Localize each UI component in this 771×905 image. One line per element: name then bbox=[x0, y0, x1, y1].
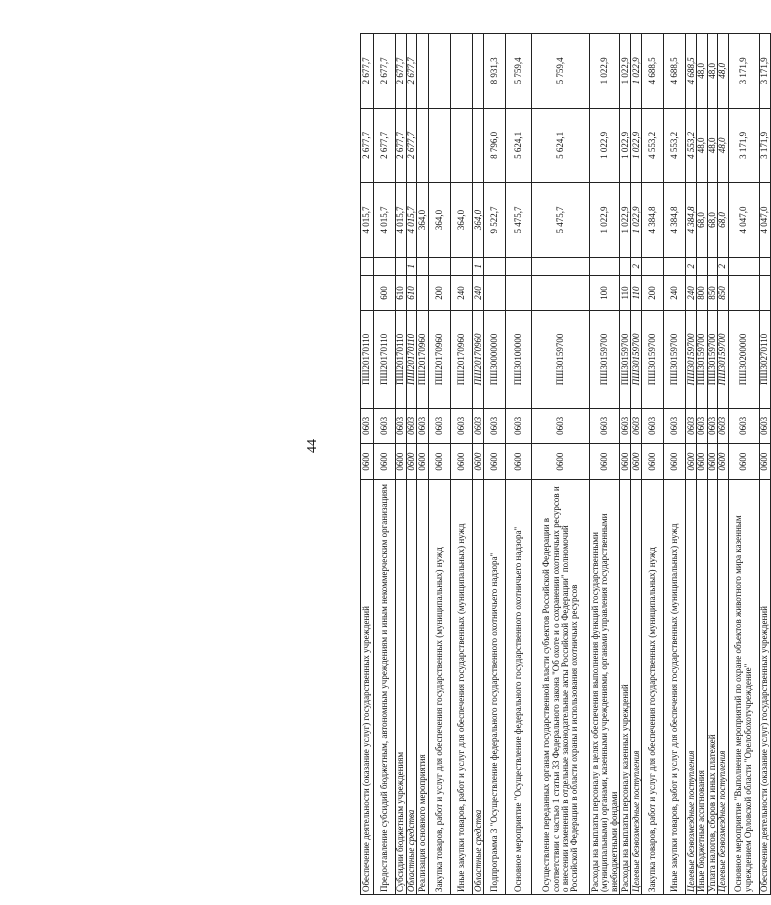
code-target: ПШ30159700 bbox=[664, 311, 686, 408]
table-row bbox=[361, 34, 374, 895]
code-expense-type: 800 bbox=[697, 275, 707, 311]
value-year-1: 4 015,7 bbox=[407, 183, 417, 258]
code-subsection: 0603 bbox=[718, 408, 728, 444]
table-row bbox=[417, 34, 429, 895]
code-subsection: 0603 bbox=[759, 408, 770, 444]
code-target: ПШ30200000 bbox=[728, 311, 759, 408]
code-funding-mark bbox=[728, 257, 759, 275]
value-year-1: 1 022,9 bbox=[620, 183, 631, 258]
value-year-3: 2 677,7 bbox=[374, 34, 396, 109]
value-year-3: 48,0 bbox=[718, 34, 728, 109]
code-target: ПШ30000000 bbox=[484, 311, 506, 408]
value-year-3: 5 759,4 bbox=[532, 34, 590, 109]
code-target: ПШ20170110 bbox=[407, 311, 417, 408]
code-expense-type: 110 bbox=[620, 275, 631, 311]
code-funding-mark bbox=[506, 257, 532, 275]
code-target: ПШ30159700 bbox=[707, 311, 717, 408]
code-expense-type bbox=[532, 275, 590, 311]
value-year-1: 364,0 bbox=[417, 183, 429, 258]
value-year-2: 8 796,0 bbox=[484, 108, 506, 183]
code-subsection: 0603 bbox=[697, 408, 707, 444]
code-section: 0600 bbox=[417, 444, 429, 480]
code-funding-mark bbox=[484, 257, 506, 275]
code-expense-type bbox=[484, 275, 506, 311]
value-year-3: 4 688,5 bbox=[664, 34, 686, 109]
table-row bbox=[429, 34, 451, 895]
code-section: 0600 bbox=[631, 444, 642, 480]
code-subsection: 0603 bbox=[642, 408, 664, 444]
value-year-3: 2 677,7 bbox=[361, 34, 374, 109]
value-year-3 bbox=[451, 34, 473, 109]
code-expense-type bbox=[759, 275, 770, 311]
value-year-1: 68,0 bbox=[718, 183, 728, 258]
code-funding-mark bbox=[620, 257, 631, 275]
code-funding-mark bbox=[417, 257, 429, 275]
code-funding-mark: 1 bbox=[407, 257, 417, 275]
code-target: ПШ30159700 bbox=[620, 311, 631, 408]
value-year-2: 48,0 bbox=[707, 108, 717, 183]
value-year-1: 4 015,7 bbox=[361, 183, 374, 258]
value-year-3: 4 688,5 bbox=[686, 34, 697, 109]
value-year-1: 4 015,7 bbox=[374, 183, 396, 258]
value-year-1: 4 384,8 bbox=[664, 183, 686, 258]
value-year-3: 48,0 bbox=[697, 34, 707, 109]
value-year-3: 2 677,7 bbox=[407, 34, 417, 109]
table-row bbox=[374, 34, 396, 895]
code-subsection: 0603 bbox=[429, 408, 451, 444]
table-row bbox=[707, 34, 717, 895]
code-subsection: 0603 bbox=[707, 408, 717, 444]
code-funding-mark bbox=[697, 257, 707, 275]
value-year-2 bbox=[451, 108, 473, 183]
code-target: ПШ20170960 bbox=[417, 311, 429, 408]
code-expense-type: 200 bbox=[642, 275, 664, 311]
value-year-1: 364,0 bbox=[451, 183, 473, 258]
value-year-2: 4 553,2 bbox=[686, 108, 697, 183]
value-year-2: 1 022,9 bbox=[590, 108, 620, 183]
value-year-3: 1 022,9 bbox=[620, 34, 631, 109]
code-section: 0600 bbox=[718, 444, 728, 480]
code-section: 0600 bbox=[728, 444, 759, 480]
rotated-table-container bbox=[360, 33, 770, 895]
code-funding-mark bbox=[707, 257, 717, 275]
value-year-3: 3 171,9 bbox=[759, 34, 770, 109]
code-target: ПШ20170110 bbox=[396, 311, 407, 408]
table-row bbox=[718, 34, 728, 895]
row-name: Иные закупки товаров, работ и услуг для обеспечения государственных (муниципальных) нужд bbox=[664, 479, 686, 894]
code-section: 0600 bbox=[451, 444, 473, 480]
value-year-3 bbox=[417, 34, 429, 109]
value-year-2: 2 677,7 bbox=[407, 108, 417, 183]
code-section: 0600 bbox=[484, 444, 506, 480]
table-row bbox=[728, 34, 759, 895]
code-funding-mark: 2 bbox=[631, 257, 642, 275]
code-target: ПШ20170960 bbox=[429, 311, 451, 408]
code-subsection: 0603 bbox=[473, 408, 484, 444]
value-year-3: 3 171,9 bbox=[728, 34, 759, 109]
table-row bbox=[620, 34, 631, 895]
value-year-2: 48,0 bbox=[697, 108, 707, 183]
code-section: 0600 bbox=[396, 444, 407, 480]
code-expense-type bbox=[506, 275, 532, 311]
code-subsection: 0603 bbox=[407, 408, 417, 444]
value-year-1: 364,0 bbox=[429, 183, 451, 258]
code-section: 0600 bbox=[620, 444, 631, 480]
code-funding-mark bbox=[664, 257, 686, 275]
code-expense-type: 100 bbox=[590, 275, 620, 311]
row-name: Иные бюджетные ассигнования bbox=[697, 479, 707, 894]
code-subsection: 0603 bbox=[484, 408, 506, 444]
code-funding-mark: 2 bbox=[718, 257, 728, 275]
value-year-2: 2 677,7 bbox=[396, 108, 407, 183]
code-subsection: 0603 bbox=[417, 408, 429, 444]
table-row bbox=[407, 34, 417, 895]
value-year-2: 2 677,7 bbox=[374, 108, 396, 183]
value-year-1: 1 022,9 bbox=[631, 183, 642, 258]
code-funding-mark bbox=[590, 257, 620, 275]
code-expense-type: 240 bbox=[686, 275, 697, 311]
code-target: ПШ30159700 bbox=[590, 311, 620, 408]
code-expense-type: 610 bbox=[396, 275, 407, 311]
table-row bbox=[451, 34, 473, 895]
value-year-3: 1 022,9 bbox=[590, 34, 620, 109]
table-row bbox=[631, 34, 642, 895]
table-row bbox=[396, 34, 407, 895]
code-target: ПШ30159700 bbox=[532, 311, 590, 408]
code-expense-type: 850 bbox=[718, 275, 728, 311]
table-row bbox=[506, 34, 532, 895]
row-name: Целевые безвозмездные поступления bbox=[631, 479, 642, 894]
value-year-1: 4 015,7 bbox=[396, 183, 407, 258]
row-name: Обеспечение деятельности (оказание услуг) государственных учреждений bbox=[361, 479, 374, 894]
code-funding-mark bbox=[532, 257, 590, 275]
code-subsection: 0603 bbox=[396, 408, 407, 444]
value-year-1: 9 522,7 bbox=[484, 183, 506, 258]
code-section: 0600 bbox=[686, 444, 697, 480]
code-expense-type bbox=[417, 275, 429, 311]
value-year-2: 3 171,9 bbox=[728, 108, 759, 183]
code-target: ПШ30270110 bbox=[759, 311, 770, 408]
row-name: Расходы на выплаты персоналу в целях обеспечения выполнения функций государственными (муниципальными) органами, казенными учреждениями, органами управления государственными внебюджетными фондами bbox=[590, 479, 620, 894]
value-year-1: 5 475,7 bbox=[506, 183, 532, 258]
value-year-3: 48,0 bbox=[707, 34, 717, 109]
table-row bbox=[686, 34, 697, 895]
code-funding-mark bbox=[361, 257, 374, 275]
table-row bbox=[532, 34, 590, 895]
row-name: Субсидии бюджетным учреждениям bbox=[396, 479, 407, 894]
code-expense-type: 240 bbox=[451, 275, 473, 311]
code-subsection: 0603 bbox=[451, 408, 473, 444]
code-subsection: 0603 bbox=[631, 408, 642, 444]
code-section: 0600 bbox=[506, 444, 532, 480]
code-expense-type: 110 bbox=[631, 275, 642, 311]
code-target: ПШ30159700 bbox=[718, 311, 728, 408]
code-section: 0600 bbox=[532, 444, 590, 480]
code-target: ПШ20170960 bbox=[451, 311, 473, 408]
value-year-3: 4 688,5 bbox=[642, 34, 664, 109]
code-expense-type: 240 bbox=[473, 275, 484, 311]
code-subsection: 0603 bbox=[532, 408, 590, 444]
code-expense-type: 240 bbox=[664, 275, 686, 311]
value-year-2: 5 624,1 bbox=[532, 108, 590, 183]
value-year-2: 4 553,2 bbox=[642, 108, 664, 183]
code-expense-type bbox=[728, 275, 759, 311]
row-name: Предоставление субсидий бюджетным, автономным учреждениям и иным некоммерческим организациям bbox=[374, 479, 396, 894]
value-year-3 bbox=[473, 34, 484, 109]
value-year-1: 1 022,9 bbox=[590, 183, 620, 258]
row-name: Целевые безвозмездные поступления bbox=[718, 479, 728, 894]
table-row bbox=[484, 34, 506, 895]
value-year-1: 364,0 bbox=[473, 183, 484, 258]
code-expense-type: 600 bbox=[374, 275, 396, 311]
value-year-3: 2 677,7 bbox=[396, 34, 407, 109]
code-section: 0600 bbox=[407, 444, 417, 480]
value-year-3: 5 759,4 bbox=[506, 34, 532, 109]
code-funding-mark bbox=[759, 257, 770, 275]
code-subsection: 0603 bbox=[590, 408, 620, 444]
code-section: 0600 bbox=[759, 444, 770, 480]
value-year-1: 4 384,8 bbox=[642, 183, 664, 258]
code-subsection: 0603 bbox=[664, 408, 686, 444]
row-name: Расходы на выплаты персоналу казенных учреждений bbox=[620, 479, 631, 894]
value-year-2: 5 624,1 bbox=[506, 108, 532, 183]
value-year-1: 68,0 bbox=[707, 183, 717, 258]
table-row bbox=[590, 34, 620, 895]
row-name: Основное мероприятие "Выполнение мероприятий по охране объектов животного мира казенным учреждением Орловской области "Орелобохотучреждение" bbox=[728, 479, 759, 894]
code-section: 0600 bbox=[473, 444, 484, 480]
code-target: ПШ30159700 bbox=[631, 311, 642, 408]
code-section: 0600 bbox=[361, 444, 374, 480]
value-year-1: 4 384,8 bbox=[686, 183, 697, 258]
value-year-3: 1 022,9 bbox=[631, 34, 642, 109]
row-name: Целевые безвозмездные поступления bbox=[686, 479, 697, 894]
code-subsection: 0603 bbox=[728, 408, 759, 444]
table-row bbox=[697, 34, 707, 895]
value-year-2 bbox=[417, 108, 429, 183]
row-name: Подпрограмма 3 "Осуществление федерального государственного охотничьего надзора" bbox=[484, 479, 506, 894]
code-target: ПШ20170960 bbox=[473, 311, 484, 408]
value-year-2 bbox=[429, 108, 451, 183]
code-section: 0600 bbox=[590, 444, 620, 480]
row-name: Областные средства bbox=[407, 479, 417, 894]
value-year-1: 4 047,0 bbox=[728, 183, 759, 258]
row-name: Закупка товаров, работ и услуг для обеспечения государственных (муниципальных) нужд bbox=[642, 479, 664, 894]
row-name: Областные средства bbox=[473, 479, 484, 894]
code-target: ПШ20170110 bbox=[374, 311, 396, 408]
value-year-2: 1 022,9 bbox=[631, 108, 642, 183]
code-expense-type bbox=[361, 275, 374, 311]
code-section: 0600 bbox=[707, 444, 717, 480]
code-section: 0600 bbox=[697, 444, 707, 480]
code-target: ПШ20170110 bbox=[361, 311, 374, 408]
code-funding-mark bbox=[451, 257, 473, 275]
row-name: Реализация основного мероприятия bbox=[417, 479, 429, 894]
code-funding-mark bbox=[642, 257, 664, 275]
budget-table bbox=[360, 33, 771, 895]
page-number: 44 bbox=[305, 439, 320, 453]
value-year-2: 3 171,9 bbox=[759, 108, 770, 183]
code-target: ПШ30159700 bbox=[686, 311, 697, 408]
value-year-3 bbox=[429, 34, 451, 109]
code-section: 0600 bbox=[429, 444, 451, 480]
table-row bbox=[473, 34, 484, 895]
value-year-2: 2 677,7 bbox=[361, 108, 374, 183]
row-name: Основное мероприятие "Осуществление федерального государственного охотничьего надзора" bbox=[506, 479, 532, 894]
code-expense-type: 610 bbox=[407, 275, 417, 311]
row-name: Закупка товаров, работ и услуг для обеспечения государственных (муниципальных) нужд bbox=[429, 479, 451, 894]
code-target: ПШ30159700 bbox=[697, 311, 707, 408]
code-funding-mark bbox=[374, 257, 396, 275]
code-subsection: 0603 bbox=[374, 408, 396, 444]
table-row bbox=[642, 34, 664, 895]
code-subsection: 0603 bbox=[506, 408, 532, 444]
code-funding-mark: 2 bbox=[686, 257, 697, 275]
value-year-1: 68,0 bbox=[697, 183, 707, 258]
row-name: Уплата налогов, сборов и иных платежей bbox=[707, 479, 717, 894]
value-year-2: 48,0 bbox=[718, 108, 728, 183]
code-target: ПШ30159700 bbox=[642, 311, 664, 408]
code-target: ПШ30100000 bbox=[506, 311, 532, 408]
table-row bbox=[759, 34, 770, 895]
row-name: Иные закупки товаров, работ и услуг для обеспечения государственных (муниципальных) нужд bbox=[451, 479, 473, 894]
code-subsection: 0603 bbox=[620, 408, 631, 444]
value-year-1: 4 047,0 bbox=[759, 183, 770, 258]
code-subsection: 0603 bbox=[686, 408, 697, 444]
value-year-2: 1 022,9 bbox=[620, 108, 631, 183]
code-funding-mark: 1 bbox=[473, 257, 484, 275]
code-section: 0600 bbox=[664, 444, 686, 480]
code-section: 0600 bbox=[374, 444, 396, 480]
code-subsection: 0603 bbox=[361, 408, 374, 444]
value-year-1: 5 475,7 bbox=[532, 183, 590, 258]
code-funding-mark bbox=[396, 257, 407, 275]
code-funding-mark bbox=[429, 257, 451, 275]
row-name: Обеспечение деятельности (оказание услуг) государственных учреждений bbox=[759, 479, 770, 894]
code-section: 0600 bbox=[642, 444, 664, 480]
row-name: Осуществление переданных органам государственной власти субъектов Российской Федерации в соответствии с частью 1 статьи 33 Федерального закона "Об охоте и о сохранении охотничьих ресурсов и о внесении изменений в отдельные законодательные акты Российской Федерации" полномочий Российской Федерации в области охраны и использования охотничьих ресурсов bbox=[532, 479, 590, 894]
value-year-2: 4 553,2 bbox=[664, 108, 686, 183]
value-year-2 bbox=[473, 108, 484, 183]
code-expense-type: 200 bbox=[429, 275, 451, 311]
value-year-3: 8 931,3 bbox=[484, 34, 506, 109]
code-expense-type: 850 bbox=[707, 275, 717, 311]
table-row bbox=[664, 34, 686, 895]
